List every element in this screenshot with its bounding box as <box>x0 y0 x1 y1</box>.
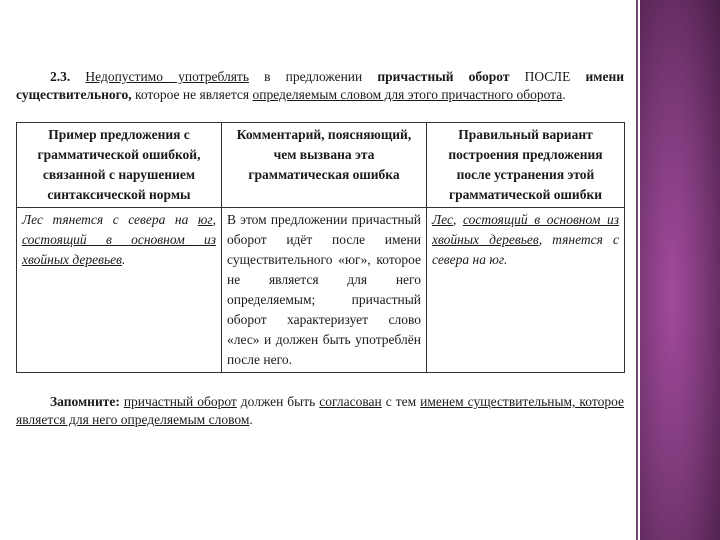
note-text: согласован <box>319 394 382 409</box>
note-text: должен быть <box>236 394 320 409</box>
note-text: именем существительным, которое является для него определяемым словом <box>16 394 624 427</box>
header-example: Пример предложения с грамматической ошибкой, связанной с нарушением синтаксической нормы <box>17 123 222 208</box>
cell-example <box>17 208 222 373</box>
correct-text: Лес <box>432 212 453 227</box>
header-correct: Правильный вариант построения предложения после устранения этой грамматической ошибки <box>427 123 625 208</box>
note-text: причастный оборот <box>123 394 237 409</box>
example-text: . <box>121 252 126 267</box>
header-comment: Комментарий, поясняющий, чем вызвана эта грамматическая ошибка <box>222 123 427 208</box>
cell-comment: В этом предложении причастный оборот идёт после имени существительного «юг», которое не является для него определяемым; причастный оборот характеризует слово «лес» и должен быть употреблён после него. <box>222 208 427 373</box>
rule-text-part: . <box>562 87 566 102</box>
correct-text: состоящий в основном из хвойных деревьев <box>432 212 619 247</box>
example-text: Лес тянется с севера на <box>22 212 198 227</box>
correct-text: , тянется с севера на юг. <box>432 232 619 267</box>
note-text: с тем <box>381 394 421 409</box>
note-lead: Запомните: <box>50 394 120 409</box>
rule-paragraph <box>16 68 624 104</box>
divider-line <box>636 0 638 540</box>
decorative-side-panel <box>640 0 720 540</box>
correct-text: , <box>452 212 463 227</box>
example-text: состоящий в основном из хвойных деревьев <box>22 232 216 267</box>
example-text: юг <box>197 212 213 227</box>
document-body <box>16 68 624 443</box>
table-header-row <box>17 123 625 208</box>
rule-text-part: причастный оборот <box>377 69 510 84</box>
rule-text-part: в предложении <box>248 69 378 84</box>
rule-text-part: Недопустимо употреблять <box>85 69 249 84</box>
rule-text-part: имени существительного, <box>16 69 625 102</box>
rule-number: 2.3. <box>50 69 71 84</box>
example-text: , <box>212 212 216 227</box>
table-row <box>17 208 625 373</box>
cell-correct <box>427 208 625 373</box>
example-table <box>16 122 625 373</box>
rule-text-part: определяемым словом для этого причастного оборота <box>252 87 563 102</box>
rule-text-part: ПОСЛЕ <box>509 69 586 84</box>
note-text: . <box>249 412 253 427</box>
remember-note <box>16 393 624 429</box>
rule-text-part: которое не является <box>131 87 253 102</box>
